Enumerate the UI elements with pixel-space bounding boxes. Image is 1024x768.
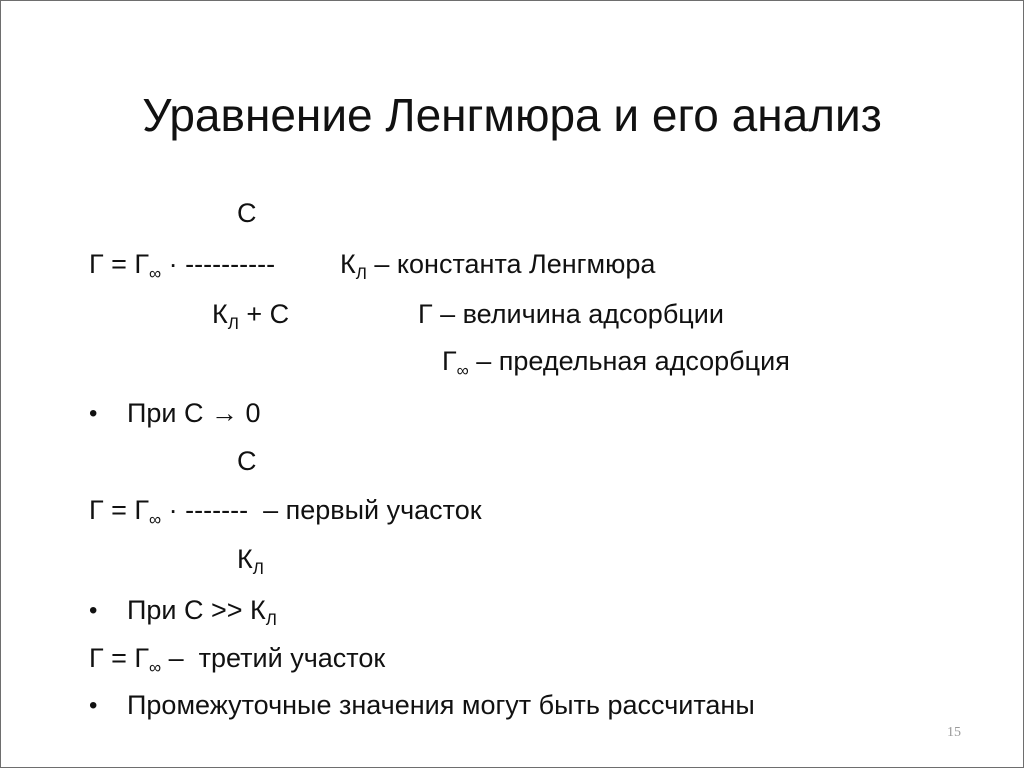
- arrow-right-icon: →: [211, 398, 239, 428]
- legend-k-symbol: К: [340, 249, 356, 279]
- formula2-inf-sub: ∞: [149, 510, 162, 529]
- legend-k-text: – константа Ленгмюра: [366, 249, 656, 279]
- bullet1-suffix: 0: [238, 398, 261, 428]
- formula3-line: [89, 642, 386, 677]
- formula2-line: [89, 494, 482, 529]
- legend-g-line: Г – величина адсорбции: [418, 299, 724, 329]
- formula2-denominator-k: К: [237, 544, 253, 574]
- bullet2-text-line: [127, 594, 277, 629]
- legend-ginf-line: [442, 345, 790, 380]
- bullet2-text: При С >> К: [127, 595, 266, 625]
- bullet2-sub: Л: [265, 610, 277, 629]
- bullet2-marker: •: [89, 597, 98, 624]
- formula2-denominator: [237, 543, 264, 578]
- formula3-tail: – третий участок: [161, 643, 386, 673]
- formula1-inf-sub: ∞: [149, 264, 162, 283]
- bullet1-prefix: При С: [127, 398, 212, 428]
- formula2-tail: – первый участок: [248, 495, 482, 525]
- page-number: 15: [947, 725, 961, 740]
- formula1-denominator-rest: + С: [238, 299, 290, 329]
- formula3-inf-sub: ∞: [149, 658, 162, 677]
- bullet3-text: Промежуточные значения могут быть рассчитаны: [127, 690, 755, 720]
- formula1-denominator-sub: Л: [227, 314, 239, 333]
- legend-k-sub: Л: [355, 264, 367, 283]
- bullet1-marker: •: [89, 400, 98, 427]
- slide-title: Уравнение Ленгмюра и его анализ: [142, 89, 882, 141]
- formula3-lhs: Г = Г: [89, 643, 150, 673]
- formula1-denominator-k: К: [212, 299, 228, 329]
- formula2-lhs: Г = Г: [89, 495, 150, 525]
- formula1-numerator: С: [237, 198, 257, 228]
- formula1-dots: · ----------: [168, 249, 276, 279]
- formula1-lhs: Г = Г: [89, 249, 150, 279]
- legend-k-line: [340, 248, 656, 283]
- formula2-denominator-sub: Л: [252, 559, 264, 578]
- bullet1-text: [127, 397, 261, 429]
- bullet3-marker: •: [89, 692, 98, 719]
- formula1-line: [89, 248, 276, 283]
- legend-ginf-text: – предельная адсорбция: [468, 346, 790, 376]
- legend-ginf-symbol: Г: [442, 346, 457, 376]
- legend-ginf-sub: ∞: [456, 361, 469, 380]
- formula2-dots: · -------: [168, 495, 249, 525]
- formula2-numerator: С: [237, 446, 257, 476]
- formula1-denominator: [212, 298, 290, 333]
